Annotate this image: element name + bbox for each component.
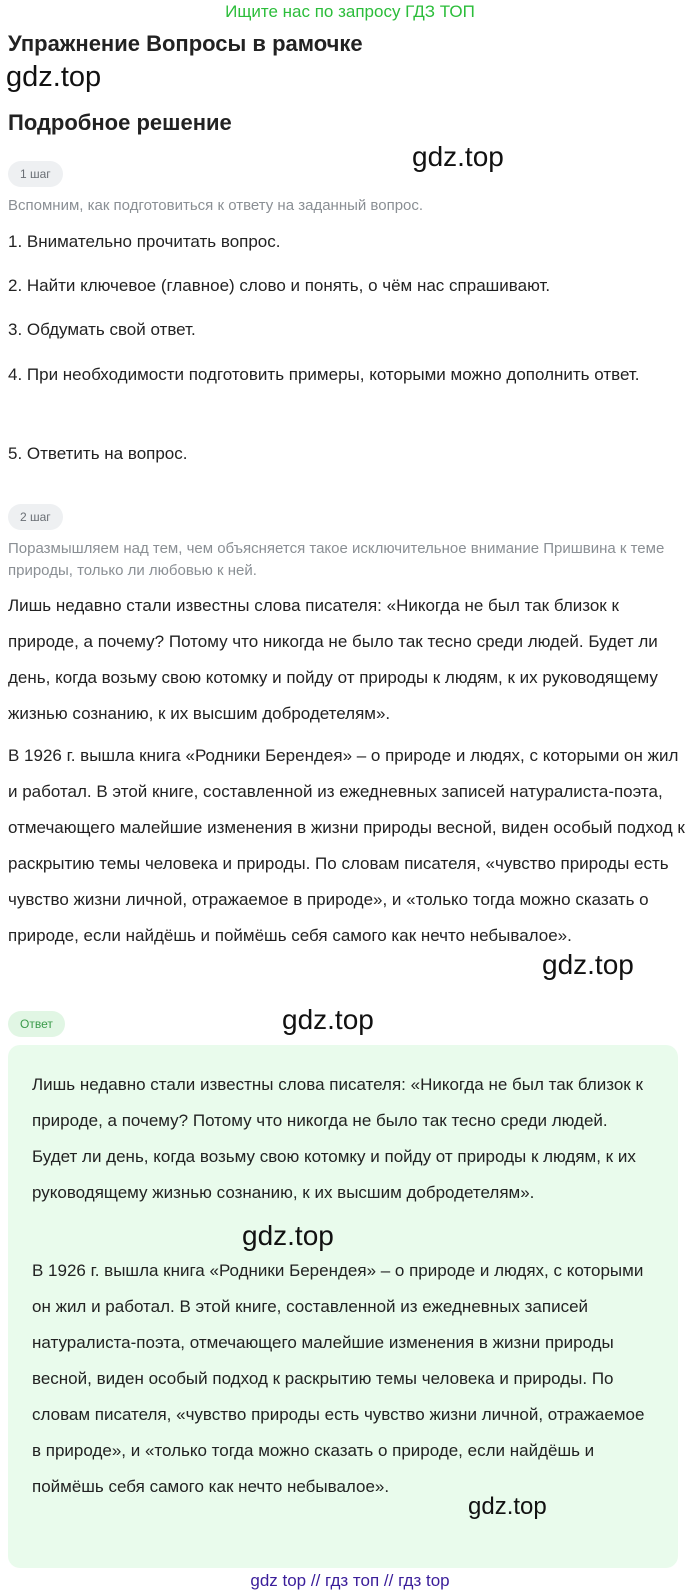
answer-paragraph: Лишь недавно стали известны слова писателя: «Никогда не был так близок к природе, а почему? Потому что никогда не было так тесно среди людей. Будет ли день, когда возьму свою котомку и пойду от природы к людям, к их руководящему жизнью сознанию, к их высшим добродетелям». [32,1075,643,1202]
footer-link-gdz-top[interactable]: gdz top [250,1571,307,1590]
list-item: 3. Обдумать свой ответ. [8,320,196,339]
watermark: gdz.top [542,949,634,980]
paragraph: В 1926 г. вышла книга «Родники Берендея» – о природе и людях, с которыми он жил и работал. В этой книге, составленной из ежедневных записей натуралиста-поэта, отмечающего малейшие изменения в жизни природы весной, виден особый подход к раскрытию темы человека и природы. По словам писателя, «чувство природы есть чувство жизни личной, отражаемое в природе», и «только тогда можно сказать о природе, если найдёшь и поймёшь себя самого как нечто небывалое». [8,746,685,945]
list-item: 1. Внимательно прочитать вопрос. [8,232,281,251]
footer-separator: // [383,1571,394,1590]
footer-link-gdz-top-mixed[interactable]: гдз top [398,1571,450,1590]
list-item: 2. Найти ключевое (главное) слово и понять, о чём нас спрашивают. [8,276,551,295]
answer-badge: Ответ [8,1011,65,1037]
list-item: 4. При необходимости подготовить примеры, которыми можно дополнить ответ. [8,365,640,384]
paragraph: Лишь недавно стали известны слова писателя: «Никогда не был так близок к природе, а почему? Потому что никогда не было так тесно среди людей. Будет ли день, когда возьму свою котомку и пойду от природы к людям, к их руководящему жизнью сознанию, к их высшим добродетелям». [8,596,658,723]
footer-link-gdz-top-ru[interactable]: гдз топ [325,1571,380,1590]
step-hint-2: Поразмышляем над тем, чем объясняется такое исключительное внимание Пришвина к теме природы, только ли любовью к ней. [8,540,665,579]
watermark: gdz.top [242,1220,334,1251]
step-hint-1: Вспомним, как подготовиться к ответу на заданный вопрос. [8,197,424,214]
list-item: 5. Ответить на вопрос. [8,444,188,463]
footer-links [0,1572,700,1590]
watermark: gdz.top [282,1004,374,1035]
watermark: gdz.top [468,1493,547,1520]
watermark: gdz.top [412,141,504,172]
answer-paragraph: В 1926 г. вышла книга «Родники Берендея» – о природе и людях, с которыми он жил и работал. В этой книге, составленной из ежедневных записей натуралиста-поэта, отмечающего малейшие изменения в жизни природы весной, виден особый подход к раскрытию темы человека и природы. По словам писателя, «чувство природы есть чувство жизни личной, отражаемое в природе», и «только тогда можно сказать о природе, если найдёшь и поймёшь себя самого как нечто небывалое». [32,1261,645,1496]
step-badge-1: 1 шаг [8,161,63,187]
footer-separator: // [310,1571,321,1590]
step-badge-2: 2 шаг [8,504,63,530]
search-banner: Ищите нас по запросу ГДЗ ТОП [225,2,475,21]
page-title: Упражнение Вопросы в рамочке [8,31,363,56]
answer-box [8,1045,678,1568]
section-title: Подробное решение [8,110,232,135]
watermark: gdz.top [6,61,102,93]
